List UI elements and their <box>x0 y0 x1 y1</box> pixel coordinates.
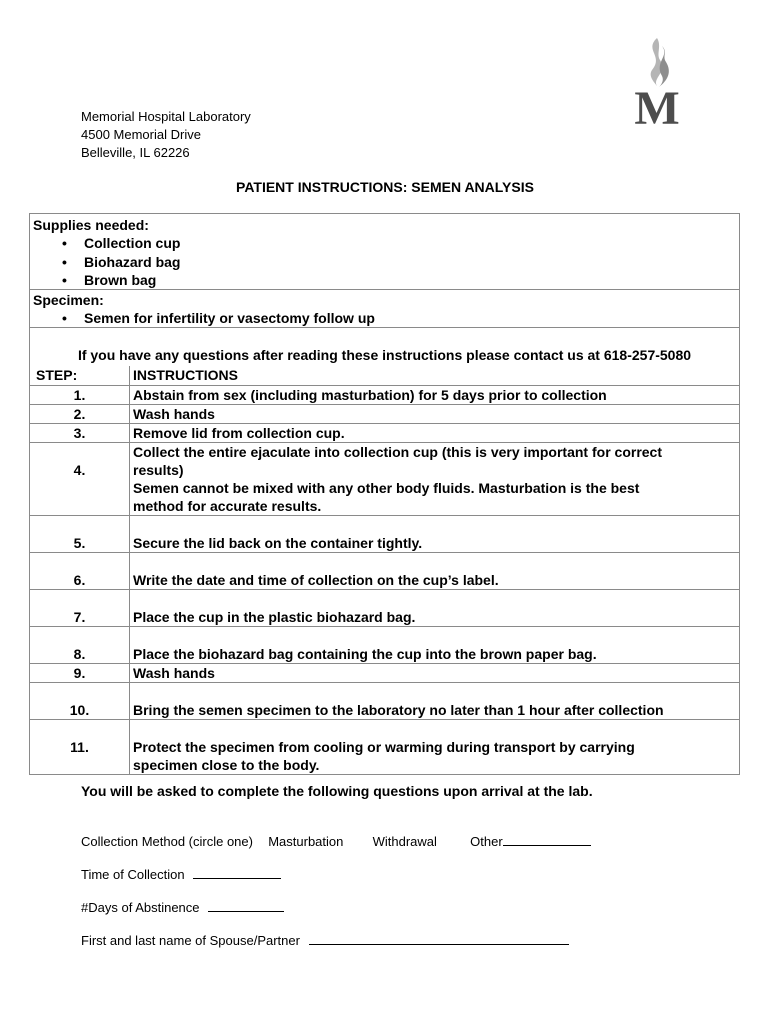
step-text: Remove lid from collection cup. <box>133 425 345 441</box>
step-number: 11. <box>30 720 130 774</box>
method-option-masturbation[interactable]: Masturbation <box>268 834 344 849</box>
time-blank-line[interactable] <box>193 866 281 879</box>
flame-m-logo-icon <box>624 36 690 126</box>
step-number: 7. <box>30 590 130 626</box>
table-row <box>30 664 739 683</box>
list-item: • Semen for infertility or vasectomy follow up <box>62 310 375 326</box>
specimen-heading: Specimen: <box>33 292 104 308</box>
step-number: 6. <box>30 553 130 589</box>
other-blank-line[interactable] <box>503 833 591 846</box>
specimen-section <box>30 290 739 328</box>
step-text: Abstain from sex (including masturbation) for 5 days prior to collection <box>133 387 607 403</box>
list-item: • Biohazard bag <box>62 253 181 270</box>
step-text-block <box>130 720 739 774</box>
step-text: Place the cup in the plastic biohazard bag. <box>133 609 416 625</box>
partner-name-question <box>81 932 569 948</box>
table-row <box>30 720 739 774</box>
question-label: First and last name of Spouse/Partner <box>81 933 300 948</box>
table-row <box>30 553 739 590</box>
table-row <box>30 627 739 664</box>
supplies-heading: Supplies needed: <box>33 217 149 233</box>
bullet-icon: • <box>62 235 67 251</box>
step-number: 4. <box>30 443 130 515</box>
address-line: 4500 Memorial Drive <box>81 127 201 142</box>
step-text: Collect the entire ejaculate into collection cup (this is very important for correct <box>133 444 663 460</box>
address-line: Belleville, IL 62226 <box>81 145 190 160</box>
step-text: Write the date and time of collection on the cup’s label. <box>133 572 499 588</box>
table-row <box>30 405 739 424</box>
table-row <box>30 424 739 443</box>
question-label: Collection Method (circle one) <box>81 834 253 849</box>
supplies-section <box>30 214 739 290</box>
table-row <box>30 516 739 553</box>
abstinence-blank-line[interactable] <box>208 899 284 912</box>
contact-note: If you have any questions after reading these instructions please contact us at 618-257-5080 <box>77 347 692 363</box>
step-text: Place the biohazard bag containing the cup into the brown paper bag. <box>133 646 597 662</box>
step-number: 3. <box>30 424 130 442</box>
step-number: 5. <box>30 516 130 552</box>
collection-method-question <box>81 833 591 849</box>
step-text: Wash hands <box>133 665 215 681</box>
step-text: specimen close to the body. <box>133 757 320 773</box>
question-label: Time of Collection <box>81 867 185 882</box>
step-text: Protect the specimen from cooling or warming during transport by carrying <box>133 739 635 755</box>
step-text: results) <box>133 462 184 478</box>
question-label: #Days of Abstinence <box>81 900 200 915</box>
hospital-logo <box>624 36 690 126</box>
closing-note: You will be asked to complete the following questions upon arrival at the lab. <box>81 783 593 799</box>
time-of-collection-question <box>81 866 281 882</box>
partner-blank-line[interactable] <box>309 932 569 945</box>
step-text: Semen cannot be mixed with any other body fluids. Masturbation is the best <box>133 480 640 496</box>
days-abstinence-question <box>81 899 284 915</box>
bullet-icon: • <box>62 253 67 270</box>
address-line: Memorial Hospital Laboratory <box>81 109 251 124</box>
page-title: PATIENT INSTRUCTIONS: SEMEN ANALYSIS <box>236 179 534 195</box>
list-item: • Brown bag <box>62 272 157 288</box>
instructions-table <box>29 213 740 775</box>
step-number: 2. <box>30 405 130 423</box>
steps-header-row <box>30 366 739 386</box>
step-text-block <box>130 443 739 515</box>
svg-text:M: M <box>634 82 680 126</box>
table-row <box>30 443 739 516</box>
step-text: Bring the semen specimen to the laboratory no later than 1 hour after collection <box>133 702 664 718</box>
step-column-header: STEP: <box>30 366 130 385</box>
step-text: Secure the lid back on the container tightly. <box>133 535 423 551</box>
table-row <box>30 683 739 720</box>
step-number: 1. <box>30 386 130 404</box>
table-row <box>30 590 739 627</box>
step-number: 10. <box>30 683 130 719</box>
step-text: Wash hands <box>133 406 215 422</box>
instructions-column-header: INSTRUCTIONS <box>133 367 238 383</box>
step-number: 9. <box>30 664 130 682</box>
step-number: 8. <box>30 627 130 663</box>
method-option-withdrawal[interactable]: Withdrawal <box>372 834 437 849</box>
bullet-icon: • <box>62 310 67 326</box>
table-row <box>30 386 739 405</box>
method-option-other[interactable]: Other <box>470 834 503 849</box>
bullet-icon: • <box>62 272 67 288</box>
step-text: method for accurate results. <box>133 498 322 514</box>
lab-address <box>81 108 251 162</box>
list-item: • Collection cup <box>62 235 181 251</box>
